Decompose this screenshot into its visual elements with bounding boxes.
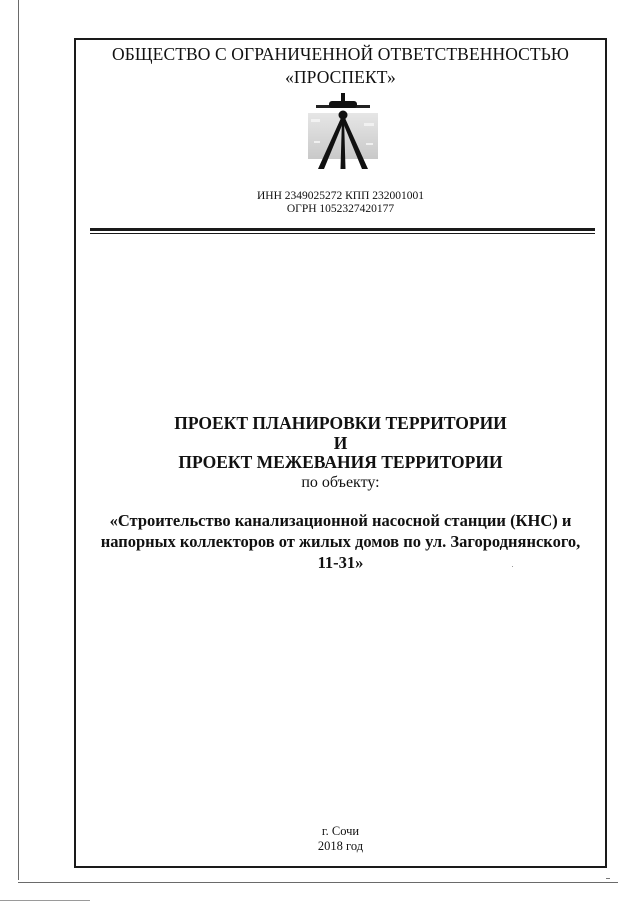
- scan-mark: [606, 878, 610, 879]
- organization-name: ОБЩЕСТВО С ОГРАНИЧЕННОЙ ОТВЕТСТВЕННОСТЬЮ: [112, 44, 569, 64]
- title-surveying: ПРОЕКТ МЕЖЕВАНИЯ ТЕРРИТОРИИ: [178, 452, 503, 472]
- object-caption: по объекту:: [301, 474, 380, 491]
- ogrn: ОГРН 1052327420177: [286, 203, 395, 215]
- header-divider-thick: [90, 228, 595, 231]
- title-planning: ПРОЕКТ ПЛАНИРОВКИ ТЕРРИТОРИИ: [174, 413, 507, 433]
- city: г. Сочи: [321, 824, 360, 838]
- title-conjunction: И: [333, 433, 348, 453]
- inn-kpp: ИНН 2349025272 КПП 232001001: [256, 190, 425, 202]
- object-name-line-3: 11-31»: [317, 553, 364, 572]
- scan-speck: [512, 566, 513, 567]
- organization-brand: «ПРОСПЕКТ»: [285, 67, 396, 87]
- object-name-line-2: напорных коллекторов от жилых домов по ул. Загороднянского,: [100, 532, 581, 551]
- object-name-line-1: «Строительство канализационной насосной станции (КНС) и: [109, 511, 572, 530]
- scan-edge-left: [18, 0, 19, 880]
- year: 2018 год: [317, 839, 364, 853]
- scan-mark: [0, 900, 90, 901]
- surveyor-tripod-logo: [306, 93, 380, 171]
- header-divider-thin: [90, 233, 595, 234]
- scan-edge-bottom: [18, 882, 618, 883]
